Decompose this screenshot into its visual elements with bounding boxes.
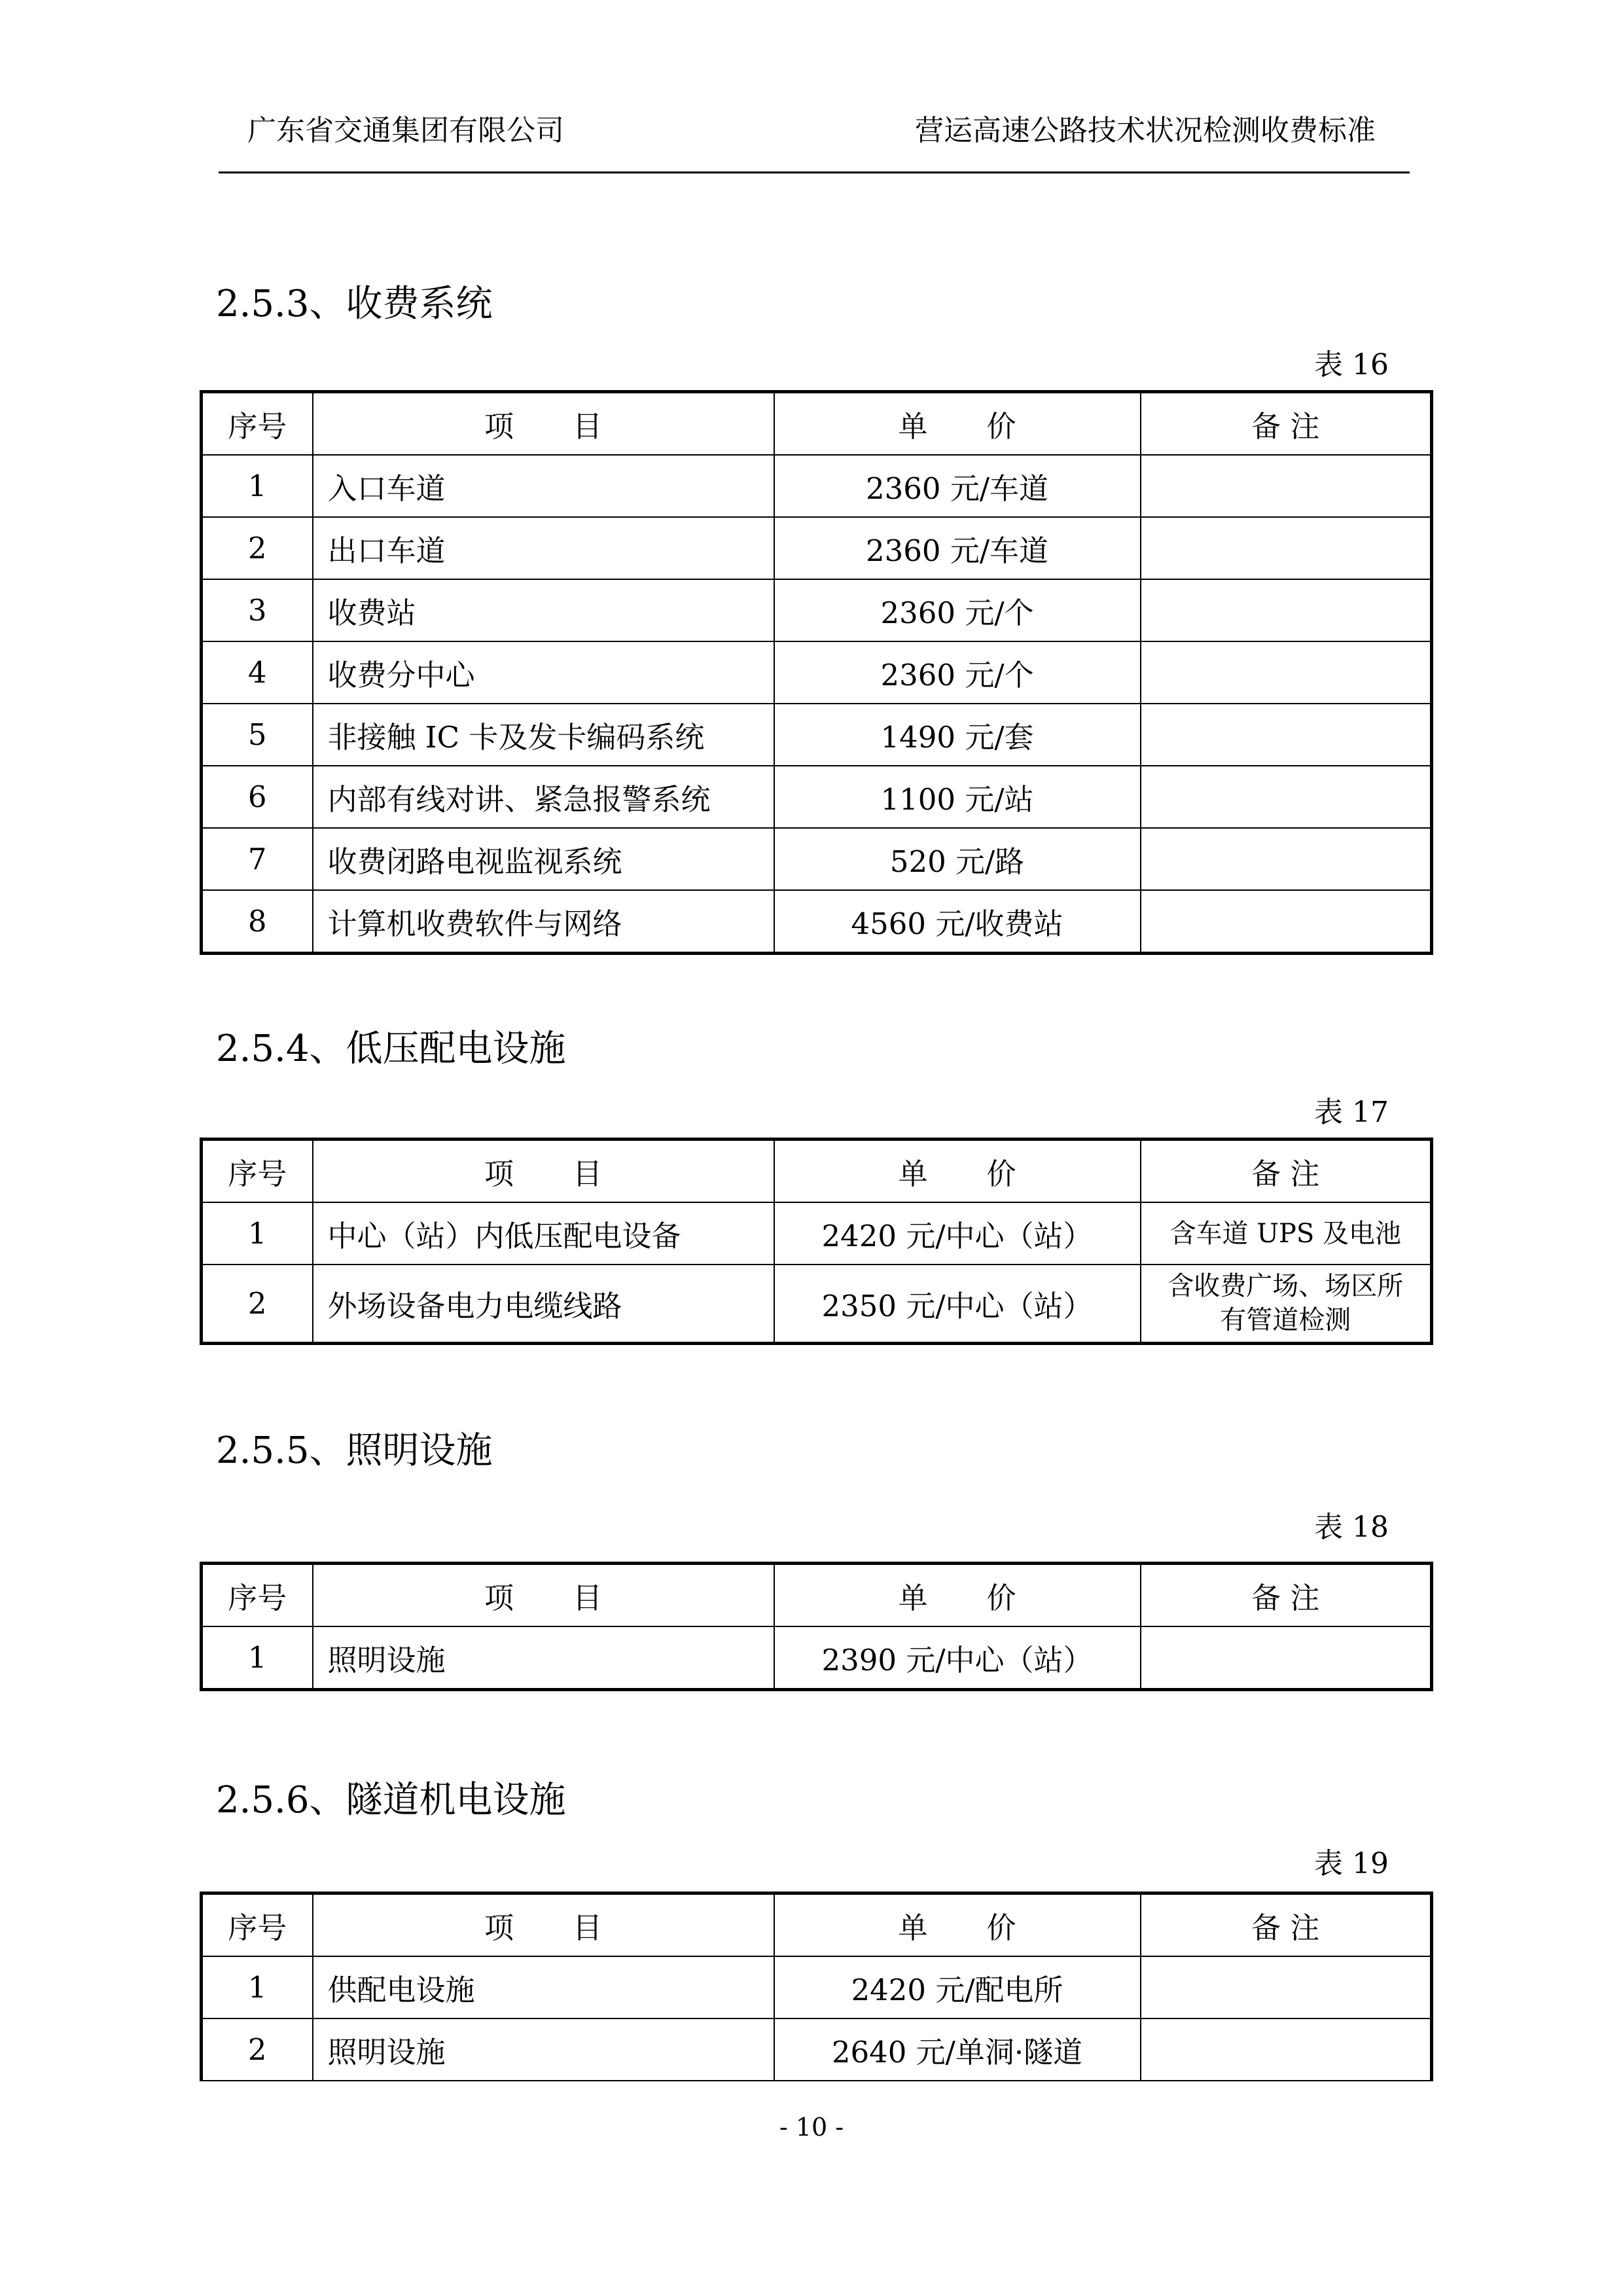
header-seq: 序号 [202,1893,313,1957]
cell-item: 计算机收费软件与网络 [313,890,774,954]
page-header-left: 广东省交通集团有限公司 [247,114,564,147]
table-number: 表 16 [1314,348,1389,382]
table-row [202,517,1432,579]
header-note: 备 注 [1141,1893,1432,1957]
cell-price: 2350 元/中心（站） [774,1265,1141,1343]
cell-price: 2640 元/单洞·隧道 [774,2018,1141,2081]
table-row [202,828,1432,890]
table-row [202,455,1432,517]
table-row [202,1956,1432,2018]
cell-seq: 1 [202,1956,313,2018]
cell-seq: 3 [202,579,313,641]
header-price: 单 价 [774,392,1141,456]
cell-note [1141,766,1432,828]
table-row [202,766,1432,828]
header-item: 项 目 [313,392,774,456]
cell-price: 2390 元/中心（站） [774,1626,1141,1690]
table-number: 表 17 [1314,1096,1389,1129]
table-header-row [202,392,1432,456]
tunnel-table [200,1892,1433,2081]
cell-seq: 8 [202,890,313,954]
table-row [202,1626,1432,1690]
cell-note [1141,1956,1432,2018]
section-title-tunnel: 2.5.6、隧道机电设施 [216,1779,566,1821]
table-row [202,641,1432,704]
header-price: 单 价 [774,1893,1141,1957]
cell-seq: 5 [202,704,313,766]
cell-item: 外场设备电力电缆线路 [313,1265,774,1343]
page-header-right: 营运高速公路技术状况检测收费标准 [915,114,1376,147]
cell-note [1141,890,1432,954]
cell-price: 2360 元/个 [774,641,1141,704]
cell-seq: 6 [202,766,313,828]
cell-note: 含车道 UPS 及电池 [1141,1202,1432,1265]
cell-price: 2360 元/车道 [774,517,1141,579]
cell-item: 收费站 [313,579,774,641]
header-item: 项 目 [313,1564,774,1627]
header-note: 备 注 [1141,1564,1432,1627]
cell-seq: 2 [202,2018,313,2081]
table-row [202,2018,1432,2081]
cell-price: 1490 元/套 [774,704,1141,766]
cell-price: 1100 元/站 [774,766,1141,828]
cell-note: 含收费广场、场区所有管道检测 [1141,1265,1432,1343]
cell-seq: 2 [202,517,313,579]
table-header-row [202,1139,1432,1203]
cell-item: 供配电设施 [313,1956,774,2018]
lighting-table [200,1562,1433,1691]
table-row [202,890,1432,954]
table-row [202,1265,1432,1343]
cell-price: 2420 元/中心（站） [774,1202,1141,1265]
table-number: 表 19 [1314,1847,1389,1880]
cell-price: 520 元/路 [774,828,1141,890]
table-number: 表 18 [1314,1511,1389,1544]
cell-seq: 4 [202,641,313,704]
cell-note [1141,704,1432,766]
cell-price: 2360 元/车道 [774,455,1141,517]
page-number: - 10 - [779,2113,844,2142]
cell-note [1141,828,1432,890]
cell-note [1141,641,1432,704]
cell-seq: 1 [202,1202,313,1265]
cell-item: 照明设施 [313,1626,774,1690]
cell-seq: 2 [202,1265,313,1343]
toll-system-table [200,390,1433,955]
cell-item: 非接触 IC 卡及发卡编码系统 [313,704,774,766]
header-note: 备 注 [1141,392,1432,456]
header-seq: 序号 [202,1139,313,1203]
cell-seq: 1 [202,1626,313,1690]
section-title-low-voltage: 2.5.4、低压配电设施 [216,1028,566,1070]
cell-item: 收费闭路电视监视系统 [313,828,774,890]
cell-note [1141,1626,1432,1690]
cell-seq: 1 [202,455,313,517]
header-item: 项 目 [313,1139,774,1203]
cell-item: 入口车道 [313,455,774,517]
cell-price: 4560 元/收费站 [774,890,1141,954]
table-header-row [202,1893,1432,1957]
header-price: 单 价 [774,1139,1141,1203]
cell-item: 中心（站）内低压配电设备 [313,1202,774,1265]
section-title-toll-system: 2.5.3、收费系统 [216,283,493,325]
cell-note [1141,579,1432,641]
cell-price: 2420 元/配电所 [774,1956,1141,2018]
cell-note [1141,517,1432,579]
section-title-lighting: 2.5.5、照明设施 [216,1429,493,1472]
table-row [202,1202,1432,1265]
header-note: 备 注 [1141,1139,1432,1203]
cell-price: 2360 元/个 [774,579,1141,641]
header-rule [219,171,1410,173]
table-row [202,579,1432,641]
header-item: 项 目 [313,1893,774,1957]
cell-note [1141,2018,1432,2081]
table-header-row [202,1564,1432,1627]
cell-item: 照明设施 [313,2018,774,2081]
header-price: 单 价 [774,1564,1141,1627]
cell-item: 收费分中心 [313,641,774,704]
table-row [202,704,1432,766]
low-voltage-table [200,1138,1433,1345]
cell-note [1141,455,1432,517]
cell-item: 出口车道 [313,517,774,579]
header-seq: 序号 [202,1564,313,1627]
header-seq: 序号 [202,392,313,456]
cell-seq: 7 [202,828,313,890]
cell-item: 内部有线对讲、紧急报警系统 [313,766,774,828]
